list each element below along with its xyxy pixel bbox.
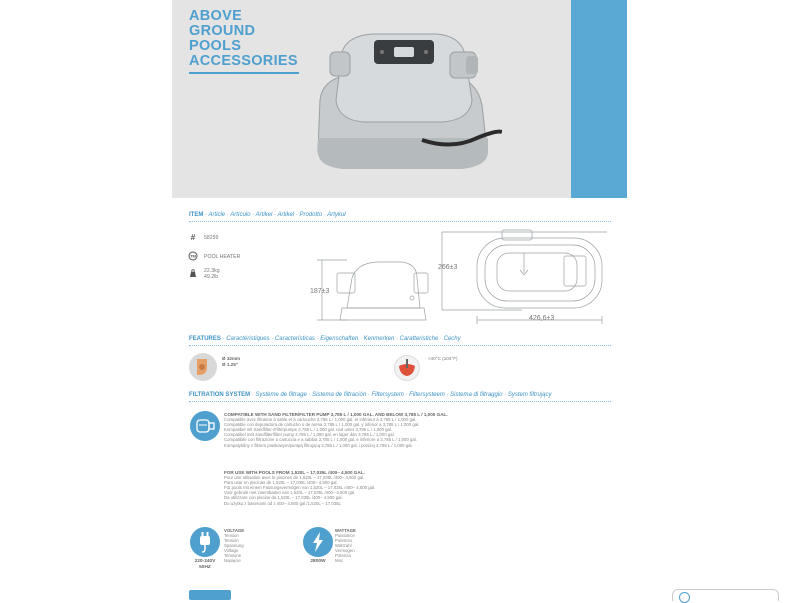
section-divider — [189, 401, 611, 402]
max-temperature: <40°C (104°F) — [428, 356, 458, 361]
dimension-drawing — [302, 228, 612, 328]
plug-icon — [190, 527, 220, 557]
wattage-line: Potencia — [335, 538, 352, 543]
hero-accent-stripe — [571, 0, 627, 198]
hose-connection-icon — [189, 353, 217, 381]
section-heading-features — [189, 336, 461, 342]
section-lead: ITEM — [189, 212, 204, 218]
dim-side-height: 187±3 — [310, 288, 330, 295]
voltage-value — [185, 559, 225, 571]
footer-circle-icon — [679, 592, 690, 603]
compatibility-text — [224, 412, 448, 448]
filter-pump-icon — [190, 411, 220, 441]
top-view — [442, 230, 607, 324]
section-translations: · Système de filtrage · Sistema de filtración · Filtersystem · Filtersysteem · Sistema di filtraggio · System filtrujący — [250, 392, 552, 398]
wattage-line: Puissance — [335, 533, 355, 538]
wattage-line: Potenza — [335, 553, 351, 558]
compat-line: Compatibel met zandfilter/filter pump 3,785 L / 1,000 gal. en lager dan 3,785 L / 1,000 gal. — [224, 432, 395, 438]
section-heading-filtration — [189, 392, 552, 398]
compat-line: Compatibile con filtrazione a cartuccia e a sabbia 3,785 L / 1,000 gal. e inferiore a 3,785 L / 1,000 gal. — [224, 437, 417, 443]
section-lead: FEATURES — [189, 336, 221, 342]
section-lead: FILTRATION SYSTEM — [189, 392, 251, 398]
temperature-icon — [394, 355, 420, 381]
pool-size-text — [224, 470, 375, 506]
pools-line: Pour une utilisation avec le piscines de 1,520L – 17,035L /400– 4,500 gal. — [224, 475, 365, 481]
hero-title-underline — [189, 72, 299, 74]
wattage-line: Wattzahl — [335, 543, 352, 548]
hero-title-line: POOLS — [189, 38, 242, 54]
wattage-label — [335, 528, 356, 563]
hero-title — [189, 9, 319, 69]
item-number: 58259 — [204, 234, 219, 241]
voltage-title: VOLTAGE — [224, 528, 245, 533]
hero-title-line: ABOVE — [189, 8, 243, 24]
item-weight-row — [188, 268, 220, 280]
voltage-value-1: 220-240V — [194, 559, 216, 564]
product-sheet — [172, 0, 627, 600]
weight-icon — [188, 268, 198, 280]
svg-text:TM: TM — [190, 253, 196, 259]
compat-line: Compatible avec filtration à sable et à cartouche 3,785 L / 1,000 gal. et inférieur à 3,785 L / 1,000 gal. — [224, 417, 417, 423]
voltage-label — [224, 528, 244, 563]
section-translations: · Caractéristiques · Características · Eigenschaften · Kenmerken · Caratteristiche · Cechy — [220, 336, 461, 342]
voltage-value-2: 50HZ — [199, 565, 211, 570]
section-divider — [189, 345, 611, 346]
compat-line: Kompatybilny z filtrem piaskowym/pompą filtrującą 3,785 L / 1,000 gal. i poniżej 3,785 L / 1,000 gal. — [224, 442, 413, 448]
pools-title: FOR USE WITH POOLS FROM 1,520L – 17,035L /400– 4,500 GAL. — [224, 470, 365, 475]
voltage-line: Tensione — [224, 553, 242, 558]
product-tag-icon — [188, 251, 198, 263]
dim-top-height: 266±3 — [438, 264, 458, 271]
hash-icon: # — [190, 233, 196, 242]
pools-line: Para usar en piscinas de 1,520L – 17,035L /400– 4,500 gal. — [224, 480, 338, 486]
hose-diameter-mm: Ø 32mm — [222, 356, 241, 361]
voltage-line: Voltage — [224, 548, 239, 553]
lightning-icon — [303, 527, 333, 557]
brand-logo — [189, 590, 231, 600]
hose-diameter-in: Ø 1.25" — [222, 361, 238, 367]
wattage-line: Vermogen — [335, 548, 355, 553]
pool-heater-image — [302, 20, 502, 190]
compat-title: COMPATIBLE WITH SAND FILTER/FILTER PUMP 3,785 L / 1,000 GAL. AND BELOW 3,785 L / 1,000 GAL. — [224, 412, 448, 417]
item-name-row — [188, 251, 240, 263]
voltage-line: Spannung — [224, 543, 244, 548]
pools-line: Do użytku z basenami od z 400– 4,500 gal /1,520L – 17,035L — [224, 500, 341, 506]
dim-top-length: 426,6±3 — [529, 315, 555, 322]
wattage-title: WATTAGE — [335, 528, 356, 533]
compat-line: Kompatibel mit Sandfilter-/Filterpumpe 3,785 L / 1,000 gal. und unter 3,785 L / 1,000 gal. — [224, 427, 393, 433]
compat-line: Compatible con depuradora de cartucho o de arena 3,785 L / 1,000 gal. y inferior a 3,785 L / 1,000 gal. — [224, 422, 420, 428]
section-heading-item — [189, 212, 346, 218]
hose-diameter — [222, 356, 240, 367]
pools-line: Für pools mit einem Fassungsvermögen von 1,520L – 17,035L /400– 4,500 gal. — [224, 485, 376, 491]
weight-lb: 49.2lb — [204, 274, 219, 280]
voltage-line: Napięcie — [224, 558, 241, 563]
section-translations: · Article · Artículo · Artikel · Artikel · Prodotto · Artykuł — [203, 212, 346, 218]
weight-kg: 22.3kg — [204, 268, 220, 274]
item-name: POOL HEATER — [204, 254, 241, 260]
voltage-line: Tensión — [224, 538, 239, 543]
wattage-value: 2800W — [310, 559, 326, 564]
section-divider — [189, 221, 611, 222]
hero-title-line: ACCESSORIES — [189, 53, 298, 69]
pools-line: Da utilizzare con piscine da 1,520L – 17,035L /400– 4,500 gal. — [224, 495, 343, 501]
hero-title-line: GROUND — [189, 23, 256, 39]
wattage-line: Moc — [335, 558, 344, 563]
voltage-line: Tension — [224, 533, 239, 538]
hero-banner — [172, 0, 627, 198]
pools-line: Voor gebruik met zwembaden van 1,520L – 17,035L /400– 4,500 gal. — [224, 490, 356, 496]
item-weight — [204, 268, 220, 280]
side-view — [317, 260, 428, 320]
item-number-row — [188, 233, 218, 242]
